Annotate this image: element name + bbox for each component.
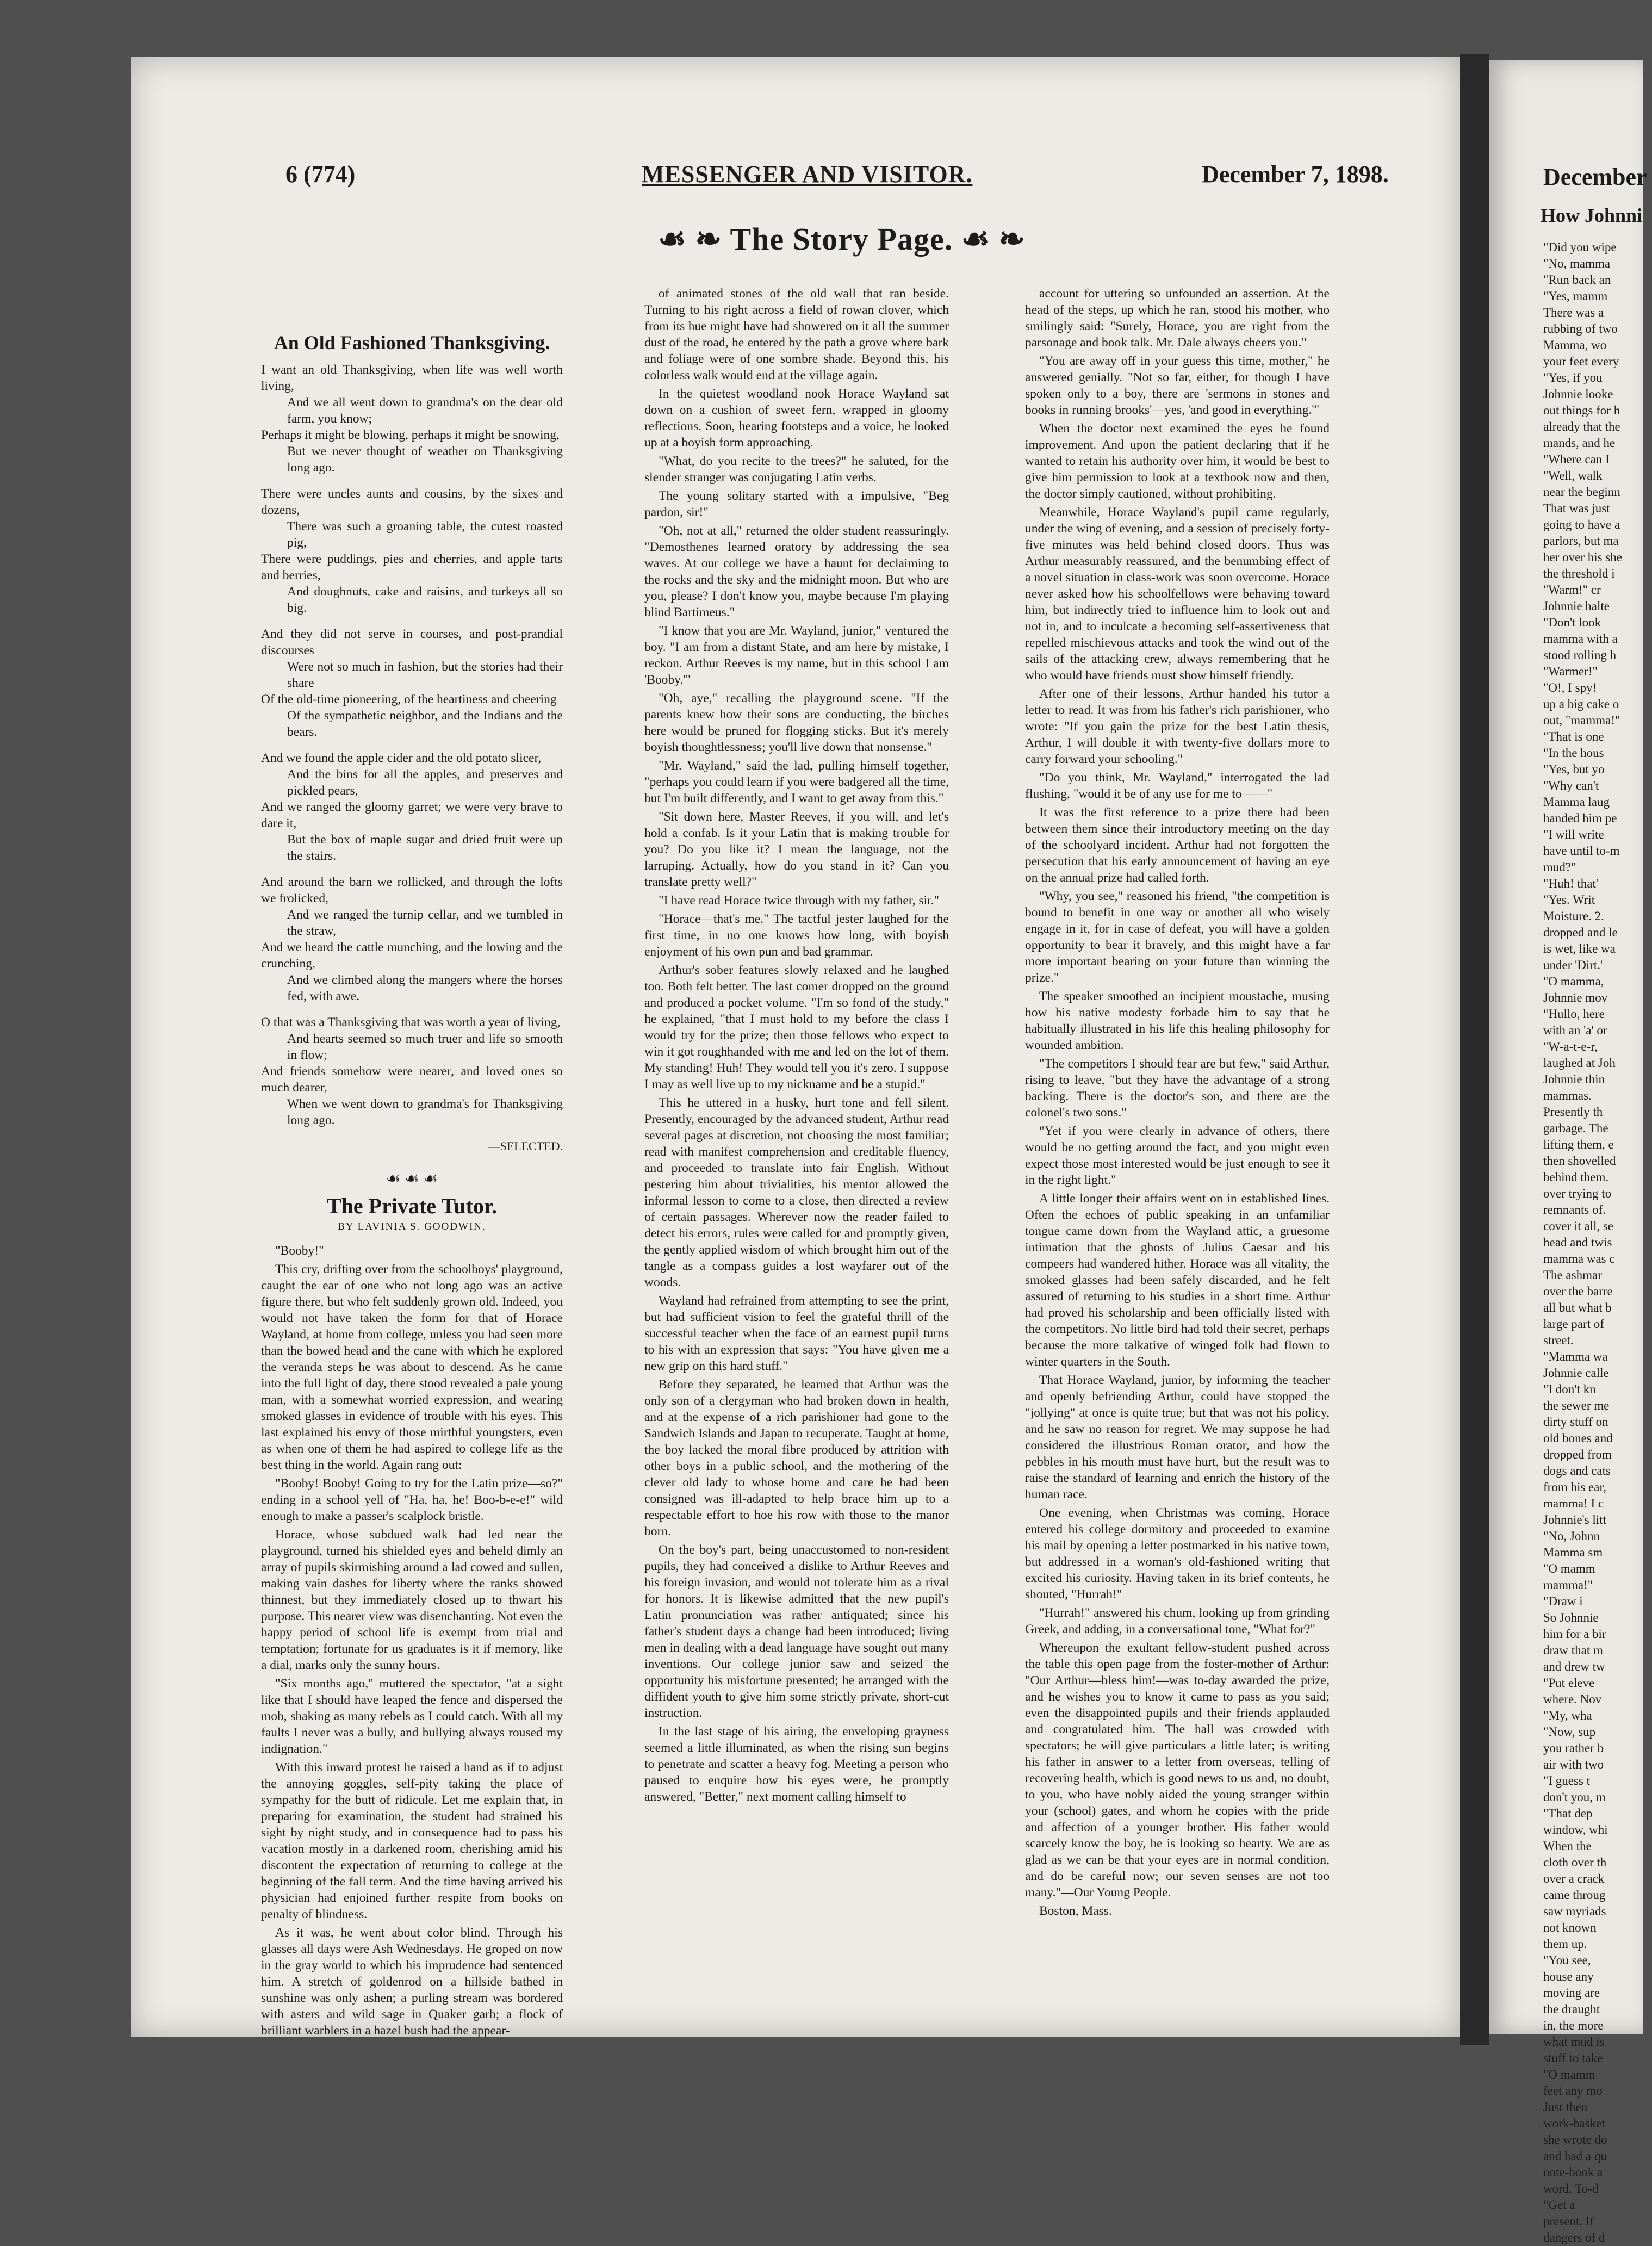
poem-line: And hearts seemed so much truer and life so smooth in flow;	[287, 1032, 563, 1062]
story-paragraph: Wayland had refrained from attempting to see the print, but had sufficient vision to feel the grateful thrill of the successful teacher when the face of an earnest pupil turns to his with an expression that says: "You have given me a new grip on this hard stuff."	[644, 1294, 949, 1373]
adjacent-page-line: So Johnnie	[1543, 1611, 1599, 1624]
adjacent-page-line: Johnnie halte	[1543, 599, 1610, 613]
adjacent-page-line: "I guess t	[1543, 1774, 1591, 1788]
adjacent-page-line: in, the more	[1543, 2019, 1604, 2032]
adjacent-page-line: then shovelled	[1543, 1154, 1616, 1168]
adjacent-page-line: near the beginn	[1543, 485, 1620, 499]
adjacent-page-line: head and twis	[1543, 1236, 1612, 1249]
poem-credit: —SELECTED.	[488, 1139, 563, 1153]
adjacent-page-line: feet any mo	[1543, 2084, 1603, 2098]
story-paragraph: "What, do you recite to the trees?" he saluted, for the slender stranger was conjugating Latin verbs.	[644, 454, 949, 485]
adjacent-page-line: Moisture. 2.	[1543, 909, 1604, 923]
adjacent-page-line: "I don't kn	[1543, 1382, 1596, 1396]
poem-line: But we never thought of weather on Thanksgiving long ago.	[287, 444, 563, 475]
story-paragraph: It was the first reference to a prize there had been between them since their introductory meeting on the day of the schoolyard incident. Arthur had not forgotten the persecution that his early announcement of having an eye on the annual prize had called forth.	[1025, 805, 1330, 885]
adjacent-page-line: up a big cake o	[1543, 697, 1619, 711]
story-paragraph: "Sit down here, Master Reeves, if you will, and let's hold a confab. Is it your Latin that is making trouble for you? Do you like it? I mean the language, not the larruping. Actually, how do you stand in it? Can you translate pretty well?"	[644, 810, 949, 889]
adjacent-page-line: moving are	[1543, 1986, 1600, 2000]
adjacent-page-line: the threshold i	[1543, 567, 1615, 580]
poem-line: O that was a Thanksgiving that was worth a year of living,	[261, 1015, 561, 1029]
story-paragraph: "Oh, not at all," returned the older student reassuringly. "Demosthenes learned oratory by addressing the sea waves. At our college we have a haunt for declaiming to the rocks and the sky and the midnight moon. But who are you, please? I don't know you, maybe because I'm playing blind Bartimeus."	[644, 524, 949, 619]
story-paragraph: Horace, whose subdued walk had led near the playground, turned his shielded eyes and beheld dimly an array of pupils skirmishing around a lad cowed and sullen, making vain dashes for liberty where the ranks showed thinnest, but they immediately closed up to thwart his purpose. This nearer view was disenchanting. Not even the happy period of school life is exempt from trial and temptation; fortunate for us graduates is it if memory, like a dial, marks only the sunny hours.	[261, 1528, 563, 1672]
poem-line: And around the barn we rollicked, and through the lofts we frolicked,	[261, 875, 563, 905]
adjacent-page-line: behind them.	[1543, 1170, 1609, 1184]
poem-stanza	[261, 1014, 563, 1128]
adjacent-page-line: "No, mamma	[1543, 257, 1611, 270]
adjacent-page-line: "Why can't	[1543, 779, 1599, 792]
adjacent-page-line: cover it all, se	[1543, 1219, 1614, 1233]
poem-stanza	[261, 486, 563, 616]
section-ornament: ☙ ☙ ☙	[386, 1170, 438, 1188]
adjacent-page-line: "Well, walk	[1543, 469, 1603, 482]
poem-line: And doughnuts, cake and raisins, and turkeys all so big.	[287, 585, 563, 615]
section-banner: ☙ ❧ The Story Page. ☙ ❧	[658, 221, 1026, 257]
story-paragraph: On the boy's part, being unaccustomed to non-resident pupils, they had conceived a dislike to Arthur Reeves and his foreign invasion, and would not tolerate him as a rival for honors. It is likewise admitted that the new pupil's Latin pronunciation was rather antiquated; since his father's student days a change had been introduced; living men in dealing with a dead language have sought out many inventions. Our college junior saw and seized the opportunity his misfortune presented; he arranged with the diffident youth to give him some strictly private, short-cut instruction.	[644, 1543, 949, 1720]
adjacent-page-line: dogs and cats	[1543, 1464, 1611, 1478]
adjacent-page-line: stood rolling h	[1543, 648, 1617, 662]
newspaper-page	[131, 57, 1460, 2037]
page-number: 6 (774)	[285, 161, 356, 188]
adjacent-page-line: have until to-m	[1543, 844, 1620, 858]
adjacent-page-line: over a crack	[1543, 1872, 1605, 1885]
adjacent-page-line: lifting them, e	[1543, 1138, 1614, 1151]
adjacent-page-line: "Warmer!"	[1543, 665, 1598, 678]
adjacent-page-line: "Yes, mamm	[1543, 289, 1608, 303]
story-paragraph: As it was, he went about color blind. Through his glasses all days were Ash Wednesdays. He groped on now in the gray world to which his imprudence had sentenced him. A stretch of goldenrod on a hillside bathed in sunshine was only ashen; a purling stream was bordered with asters and wild sage in Quaker garb; a flock of brilliant warblers in a hazel bush had the appear-	[261, 1926, 563, 2038]
poem-line: I want an old Thanksgiving, when life was well worth living,	[261, 363, 563, 393]
story-paragraph: The young solitary started with a impulsive, "Beg pardon, sir!"	[644, 489, 949, 519]
story-paragraph: "Yet if you were clearly in advance of others, there would be no getting around the fact, and you might even expect those most interested would be just enough to see it in the right light."	[1025, 1124, 1330, 1187]
adjacent-page-line: what mud is	[1543, 2035, 1605, 2049]
adjacent-page-line: "My, wha	[1543, 1709, 1592, 1722]
adjacent-page-line: "Yes. Writ	[1543, 893, 1595, 907]
adjacent-page-line: mammas.	[1543, 1089, 1592, 1102]
poem-stanza	[261, 362, 563, 476]
adjacent-page-line: "Don't look	[1543, 616, 1601, 629]
poem-line: And we ranged the gloomy garret; we were very brave to dare it,	[261, 800, 563, 830]
poem-line: Perhaps it might be blowing, perhaps it might be snowing,	[261, 428, 560, 442]
adjacent-page-line: The ashmar	[1543, 1268, 1602, 1282]
adjacent-page-line: work-basket	[1543, 2117, 1605, 2130]
adjacent-page-line: garbage. The	[1543, 1121, 1608, 1135]
adjacent-page-line: air with two	[1543, 1758, 1604, 1771]
adjacent-page-line: "O mamm	[1543, 1562, 1595, 1575]
adjacent-page-line: laughed at Joh	[1543, 1056, 1616, 1070]
adjacent-page-line: already that the	[1543, 420, 1620, 433]
story-paragraph: The speaker smoothed an incipient moustache, musing how his native modesty forbade him to say that he habitually illustrated in his life this healing philosophy for wounded ambition.	[1025, 989, 1330, 1052]
masthead: MESSENGER AND VISITOR.	[642, 161, 973, 188]
adjacent-page-line: came throug	[1543, 1888, 1606, 1902]
poem-stanza	[261, 874, 563, 1004]
adjacent-page-line: old bones and	[1543, 1431, 1613, 1445]
poem-line: Of the sympathetic neighbor, and the Indians and the bears.	[287, 709, 563, 739]
poem-line: But the box of maple sugar and dried fruit were up the stairs.	[287, 833, 563, 863]
adjacent-page-line: rubbing of two	[1543, 322, 1618, 336]
adjacent-page-line: over the barre	[1543, 1285, 1613, 1298]
adjacent-page-line: "Hullo, here	[1543, 1007, 1605, 1021]
adjacent-page-line: Johnnie mov	[1543, 991, 1608, 1004]
poem-line: And we found the apple cider and the old potato slicer,	[261, 751, 542, 765]
story-paragraph: "Hurrah!" answered his chum, looking up from grinding Greek, and adding, in a conversational tone, "What for?"	[1025, 1606, 1330, 1636]
poem-line: Of the old-time pioneering, of the heartiness and cheering	[261, 692, 557, 706]
poem-stanza	[261, 750, 563, 864]
adjacent-page-line: "Run back an	[1543, 273, 1611, 287]
adjacent-page-line: dangers of d	[1543, 2231, 1605, 2244]
issue-date: December 7, 1898.	[1202, 161, 1389, 188]
adjacent-page-line: "Get a	[1543, 2198, 1575, 2212]
poem-line: And friends somehow were nearer, and loved ones so much dearer,	[261, 1064, 563, 1095]
adjacent-page-line: is wet, like wa	[1543, 942, 1616, 956]
adjacent-page-line: "Yes, but yo	[1543, 762, 1605, 776]
story-paragraph: A little longer their affairs went on in established lines. Often the echoes of public speaking in an unfamiliar tongue came down from the Wayland attic, a gruesome intimation that the ghosts of Julius Caesar and his compeers had wandered hither. Horace was all vitality, the smoked glasses had been safely discarded, and he felt assured of returning to his studies in a short time. Arthur had proved his scholarship and been officially listed with the competitors. No little bird had told their secret, perhaps because the more talkative of winged folk had flown to winter quarters in the South.	[1025, 1192, 1330, 1369]
story-paragraph: "Booby!"	[275, 1244, 324, 1258]
adjacent-page-line: cloth over th	[1543, 1856, 1607, 1869]
adjacent-page-line: word. To-d	[1543, 2182, 1599, 2195]
adjacent-page-line: not known	[1543, 1921, 1597, 1934]
story-paragraph: Arthur's sober features slowly relaxed and he laughed too. Both felt better. The last comer dropped on the ground and produced a pocket volume. "I'm so fond of the study," he explained, "that I must hold to my before the class I would try for the prize; then those fellows who expect to win it got roughhanded with me and led on the lot of them. My standing! Huh! They would tell you it's zero. I suppose I may as well live up to my nickname and be a stupid."	[644, 963, 949, 1091]
adjacent-page-line: dirty stuff on	[1543, 1415, 1608, 1429]
column-3	[1025, 286, 1330, 2009]
adjacent-page-line: "You see,	[1543, 1953, 1591, 1967]
adjacent-page-line: "No, Johnn	[1543, 1529, 1600, 1543]
poem-line: And we ranged the turnip cellar, and we tumbled in the straw,	[287, 908, 563, 938]
adjacent-page-line: mamma was c	[1543, 1252, 1615, 1265]
poem-line: And we heard the cattle munching, and the lowing and the crunching,	[261, 940, 563, 971]
adjacent-page-line: mamma!"	[1543, 1578, 1593, 1592]
adjacent-page-line: saw myriads	[1543, 1904, 1606, 1918]
poem-line: And they did not serve in courses, and post-prandial discourses	[261, 627, 563, 657]
story-paragraph: "Horace—that's me." The tactful jester laughed for the first time, in no one knows how long, with boyish enjoyment of his own pun and bad grammar.	[644, 912, 949, 959]
story-title: The Private Tutor.	[327, 1194, 497, 1218]
page-header	[131, 160, 1460, 193]
adjacent-page-line: That was just	[1543, 501, 1610, 515]
story-paragraph: This he uttered in a husky, hurt tone and fell silent. Presently, encouraged by the advanced student, Arthur read several pages at discretion, not choosing the most familiar; read with manifest comprehension and creditable fluency, and proceeded to translate into fair English. Without pestering him about trivialities, his mentor allowed the informal lesson to come to a close, then directed a review of certain passages. Wherever now the reader failed to detect his errors, rules were called for and promptly given, the gently applied wisdom of which brought him out of the tangle as a compass guides a lost wayfarer out of the woods.	[644, 1096, 949, 1289]
adjacent-page-line: "Now, sup	[1543, 1725, 1596, 1739]
story-paragraph: One evening, when Christmas was coming, Horace entered his college dormitory and proceeded to examine his mail by opening a letter postmarked in his native town, but addressed in a woman's old-fashioned writing that excited his curiosity. Having taken in its brief contents, he shouted, "Hurrah!"	[1025, 1506, 1330, 1602]
adjacent-page-line: her over his she	[1543, 550, 1622, 564]
adjacent-page-line: parlors, but ma	[1543, 534, 1619, 548]
story-paragraph: "Why, you see," reasoned his friend, "the competition is bound to benefit in one way or another all who wisely engage in it, for in case of defeat, you will have a golden opportunity to bear it bravely, and this might have a far more important bearing on your future than winning the prize."	[1025, 889, 1330, 985]
adjacent-page-line: "W-a-t-e-r,	[1543, 1040, 1598, 1053]
adjacent-page-line: going to have a	[1543, 518, 1620, 531]
adjacent-page-line: "In the hous	[1543, 746, 1604, 760]
story-paragraph: "Do you think, Mr. Wayland," interrogated the lad flushing, "would it be of any use for me to——"	[1025, 771, 1330, 801]
adjacent-page-line: out, "mamma!"	[1543, 713, 1620, 727]
column-2	[644, 286, 949, 2009]
adjacent-page-line: "Draw i	[1543, 1594, 1583, 1608]
adjacent-page-line: dropped from	[1543, 1448, 1612, 1461]
adjacent-page-header: December	[1543, 164, 1647, 190]
adjacent-page-line: with an 'a' or	[1543, 1023, 1607, 1037]
story-paragraph: "Six months ago," muttered the spectator, "at a sight like that I should have leaped the fence and dispersed the mob, shaking as many rebels as I could catch. With all my faults I never was a bully, and bullying always roused my indignation."	[261, 1677, 563, 1756]
poem-line: When we went down to grandma's for Thanksgiving long ago.	[287, 1097, 563, 1127]
story-paragraph: That Horace Wayland, junior, by informing the teacher and openly befriending Arthur, could have stopped the "jollying" at once is quite true; but that was not his policy, and he saw no reason for regret. We may suppose he had considered the illustrious Roman orator, and how the pebbles in his mouth must have hurt, but the result was to raise the standard of learning and enrich the history of the human race.	[1025, 1373, 1330, 1502]
story-paragraph: Whereupon the exultant fellow-student pushed across the table this open page from the foster-mother of Arthur: "Our Arthur—bless him!—was to-day awarded the prize, and he wishes you to know it came to pass as you said; even the disappointed pupils and their friends applauded and congratulated him. The hall was crowded with spectators; he will give particulars a little later; is writing his father in answer to a letter from overseas, telling of recovering health, which is good news to us and, no doubt, to you, who have nobly aided the young stranger within your (school) gates, and whom he copies with the pride and affection of a younger brother. His father would scarcely know the boy, he is looking so hearty. We are as glad as we can be that your eyes are in normal condition, and do be careful now; our seven senses are not too many."—Our Young People.	[1025, 1641, 1330, 1900]
adjacent-page-line: draw that m	[1543, 1643, 1603, 1657]
adjacent-page-line: "Put eleve	[1543, 1676, 1595, 1690]
adjacent-page-line: mud?"	[1543, 860, 1576, 874]
adjacent-page-line: "O!, I spy!	[1543, 681, 1597, 694]
adjacent-page-line: "Warm!" cr	[1543, 583, 1601, 597]
story-paragraph: Boston, Mass.	[1039, 1904, 1112, 1918]
story-paragraph: In the quietest woodland nook Horace Wayland sat down on a cushion of sweet fern, wrapped in gloomy reflections. Soon, hearing footsteps and a voice, he looked up at a boyish form approaching.	[644, 387, 949, 450]
adjacent-page-line: them up.	[1543, 1937, 1587, 1951]
story-paragraph: "Mr. Wayland," said the lad, pulling himself together, "perhaps you could learn if you were badgered all the time, but I'm built differently, and I want to get away from this."	[644, 759, 949, 805]
story-paragraph: After one of their lessons, Arthur handed his tutor a letter to read. It was from his father's rich parishioner, who wrote: "If you gain the prize for the best Latin thesis, Arthur, I will double it with twenty-five dollars more to carry forward your schooling."	[1025, 687, 1330, 766]
poem-line: Were not so much in fashion, but the stories had their share	[287, 660, 563, 690]
adjacent-page-line: all but what b	[1543, 1301, 1612, 1314]
adjacent-page-line: from his ear,	[1543, 1480, 1606, 1494]
adjacent-page-line: "That is one	[1543, 730, 1604, 743]
poem-body	[261, 362, 563, 1128]
adjacent-page-line: "That dep	[1543, 1807, 1593, 1820]
poem-line: There were uncles aunts and cousins, by the sixes and dozens,	[261, 487, 563, 517]
poem-line: And we climbed along the mangers where the horses fed, with awe.	[287, 973, 563, 1003]
adjacent-page-line: When the	[1543, 1839, 1592, 1853]
adjacent-page-line: mamma! I c	[1543, 1497, 1604, 1510]
adjacent-page-line: mamma with a	[1543, 632, 1618, 646]
story-paragraph: "Booby! Booby! Going to try for the Latin prize—so?" ending in a school yell of "Ha, ha, he! Boo-b-e-e!" wild enough to make a passer's scalplock bristle.	[261, 1476, 563, 1523]
adjacent-page-line: "I will write	[1543, 828, 1604, 841]
adjacent-page-line: and had a qu	[1543, 2149, 1607, 2163]
adjacent-page-line: and drew tw	[1543, 1660, 1605, 1673]
adjacent-page-title: How Johnni	[1541, 204, 1643, 226]
adjacent-page-line: dropped and le	[1543, 926, 1618, 939]
adjacent-page-line: street.	[1543, 1333, 1574, 1347]
adjacent-page-line: under 'Dirt.'	[1543, 958, 1603, 972]
adjacent-page-line: Mamma laug	[1543, 795, 1610, 809]
adjacent-page-line: Johnnie calle	[1543, 1366, 1609, 1380]
poem-stanza	[261, 626, 563, 740]
adjacent-page-line: where. Nov	[1543, 1692, 1602, 1706]
story-byline: BY LAVINIA S. GOODWIN.	[338, 1221, 486, 1232]
adjacent-page	[1489, 60, 1647, 2244]
adjacent-page-line: window, whi	[1543, 1823, 1608, 1836]
adjacent-page-line: mands, and he	[1543, 436, 1616, 450]
column-1	[261, 286, 563, 2038]
adjacent-page-line: Mamma sm	[1543, 1546, 1603, 1559]
adjacent-page-line: "Did you wipe	[1543, 240, 1617, 254]
adjacent-page-line: note-book a	[1543, 2166, 1603, 2179]
adjacent-page-line: over trying to	[1543, 1187, 1612, 1200]
story-paragraph: Before they separated, he learned that Arthur was the only son of a clergyman who had broken down in health, and at the expense of a rich parishioner had gone to the Sandwich Islands and Japan to recuperate. Taught at home, the boy lacked the moral fibre produced by attrition with other boys in a public school, and the mothering of the clever old lady to whose home and care he had been consigned was ill-adapted to help brace him up to a respectable effort to hoe his row with those to the manor born.	[644, 1378, 949, 1538]
adjacent-page-line: your feet every	[1543, 355, 1619, 368]
adjacent-page-line: out things for h	[1543, 404, 1620, 417]
adjacent-page-line: "Yes, if you	[1543, 371, 1603, 384]
adjacent-page-line: Johnnie's litt	[1543, 1513, 1606, 1527]
story-paragraph: "I have read Horace twice through with my father, sir."	[659, 894, 940, 908]
adjacent-page-line: "O mamma,	[1543, 975, 1604, 988]
story-paragraph: "Oh, aye," recalling the playground scene. "If the parents knew how their sons are conducting, the birches here would be pruned for flogging sticks. But it's merely boyish thoughtlessness; you'll live down that nonsense."	[644, 691, 949, 754]
book-gutter	[1460, 54, 1489, 2045]
adjacent-page-line: him for a bir	[1543, 1627, 1606, 1641]
story-paragraph: "The competitors I should fear are but few," said Arthur, rising to leave, "but they have the advantage of a strong backing. There is the doctor's son, and there are the colonel's two sons."	[1025, 1057, 1330, 1120]
story-paragraph: "I know that you are Mr. Wayland, junior," ventured the boy. "I am from a distant State, and am here by mistake, I reckon. Arthur Reeves is my name, but in this school I am 'Booby.'"	[644, 624, 949, 687]
story-paragraph: of animated stones of the old wall that ran beside. Turning to his right across a field of rowan clover, which from its hue might have had showered on it all the summer dust of the road, he entered by the path a grove where bark and foliage were of one sombre shade. Beyond this, his colorless walk would end at the village again.	[644, 287, 949, 382]
adjacent-page-line: "Huh! that'	[1543, 877, 1599, 890]
adjacent-page-line: present. If	[1543, 2214, 1594, 2228]
adjacent-page-line: the sewer me	[1543, 1399, 1610, 1412]
adjacent-page-line: she wrote do	[1543, 2133, 1607, 2146]
poem-line: And we all went down to grandma's on the dear old farm, you know;	[287, 395, 563, 426]
poem-line: And the bins for all the apples, and preserves and pickled pears,	[287, 767, 563, 798]
adjacent-page-line: large part of	[1543, 1317, 1604, 1331]
adjacent-page-line: There was a	[1543, 306, 1604, 319]
poem-line: There was such a groaning table, the cutest roasted pig,	[287, 519, 563, 550]
story-paragraph: account for uttering so unfounded an assertion. At the head of the steps, up which he ran, stood his mother, who smilingly said: "Surely, Horace, you are right from the parsonage and book talk. Mr. Dale always cheers you."	[1025, 287, 1330, 350]
story-paragraph: When the doctor next examined the eyes he found improvement. And upon the patient declaring that if he wanted to retain his authority over him, it would be best to give him permission to look at a textbook now and then, the doctor simply cautioned, without prohibiting.	[1025, 421, 1330, 501]
story-paragraph: Meanwhile, Horace Wayland's pupil came regularly, under the wing of evening, and a session of precisely forty-five minutes was held behind closed doors. Thus was Arthur measurably reassured, and the benumbing effect of a novel situation in class-work was soon overcome. Horace never asked how his schoolfellows were behaving toward him, but indirectly tried to influence him to look out and not in, and to inculcate a becoming self-assertiveness that repelled mischievous attacks and took the wind out of the sails of the attacking crew, always remembering that he who would have friends must show himself friendly.	[1025, 505, 1330, 683]
story-paragraph: In the last stage of his airing, the enveloping grayness seemed a little illuminated, as when the rising sun begins to penetrate and scatter a heavy fog. Meeting a person who paused to enquire how his eyes were, he promptly answered, "Better," next moment calling himself to	[644, 1724, 949, 1804]
adjacent-page-line: Just then	[1543, 2100, 1588, 2114]
story-paragraph: This cry, drifting over from the schoolboys' playground, caught the ear of one who not long ago was an active figure there, but who felt suddenly grown old. Indeed, you would not have taken the form for that of Horace Wayland, at home from college, unless you had seen more than the bowed head and the cane with which he explored the veranda steps he was about to descend. As he came into the full light of day, there stood revealed a pale young man, with a somewhat worried expression, and wearing smoked glasses in evidence of trouble with his eyes. This last explained his envy of those mirthful youngsters, even as when one of them he had aspired to college life as the best thing in the world. Again rang out:	[261, 1262, 563, 1472]
adjacent-page-line: Johnnie looke	[1543, 387, 1613, 401]
story-paragraph: With this inward protest he raised a hand as if to adjust the annoying goggles, self-pity taking the place of sympathy for the butt of ridicule. Let me explain that, in preparing for examination, the student had strained his sight by night study, and in consequence had to pass his vacation mostly in a darkened room, cherishing amid his discontent the expectation of returning to college at the beginning of the fall term. And the time having arrived his physician had enjoined further respite from books on penalty of blindness.	[261, 1760, 563, 1921]
adjacent-page-line: don't you, m	[1543, 1790, 1606, 1804]
poem-title: An Old Fashioned Thanksgiving.	[274, 332, 550, 353]
adjacent-page-line: "Where can I	[1543, 452, 1610, 466]
story-column-1-text	[261, 1243, 563, 2039]
adjacent-page-line: stuff to take	[1543, 2051, 1603, 2065]
story-paragraph: "You are away off in your guess this time, mother," he answered genially. "Not so far, either, for though I have spoken only to a boy, there are 'sermons in stones and books in running brooks'—yes, 'and good in everything.'"	[1025, 354, 1330, 417]
adjacent-page-line: the draught	[1543, 2002, 1600, 2016]
adjacent-page-line: house any	[1543, 1970, 1594, 1983]
adjacent-page-line: Presently th	[1543, 1105, 1603, 1119]
adjacent-page-line: "Mamma wa	[1543, 1350, 1608, 1363]
poem-line: There were puddings, pies and cherries, and apple tarts and berries,	[261, 552, 563, 582]
adjacent-page-text	[1543, 239, 1652, 2246]
adjacent-page-line: "O mamm	[1543, 2068, 1595, 2081]
adjacent-page-line: Mamma, wo	[1543, 338, 1607, 352]
adjacent-page-line: handed him pe	[1543, 811, 1617, 825]
adjacent-page-line: remnants of.	[1543, 1203, 1606, 1217]
adjacent-page-line: Johnnie thin	[1543, 1072, 1605, 1086]
adjacent-page-line: you rather b	[1543, 1741, 1604, 1755]
